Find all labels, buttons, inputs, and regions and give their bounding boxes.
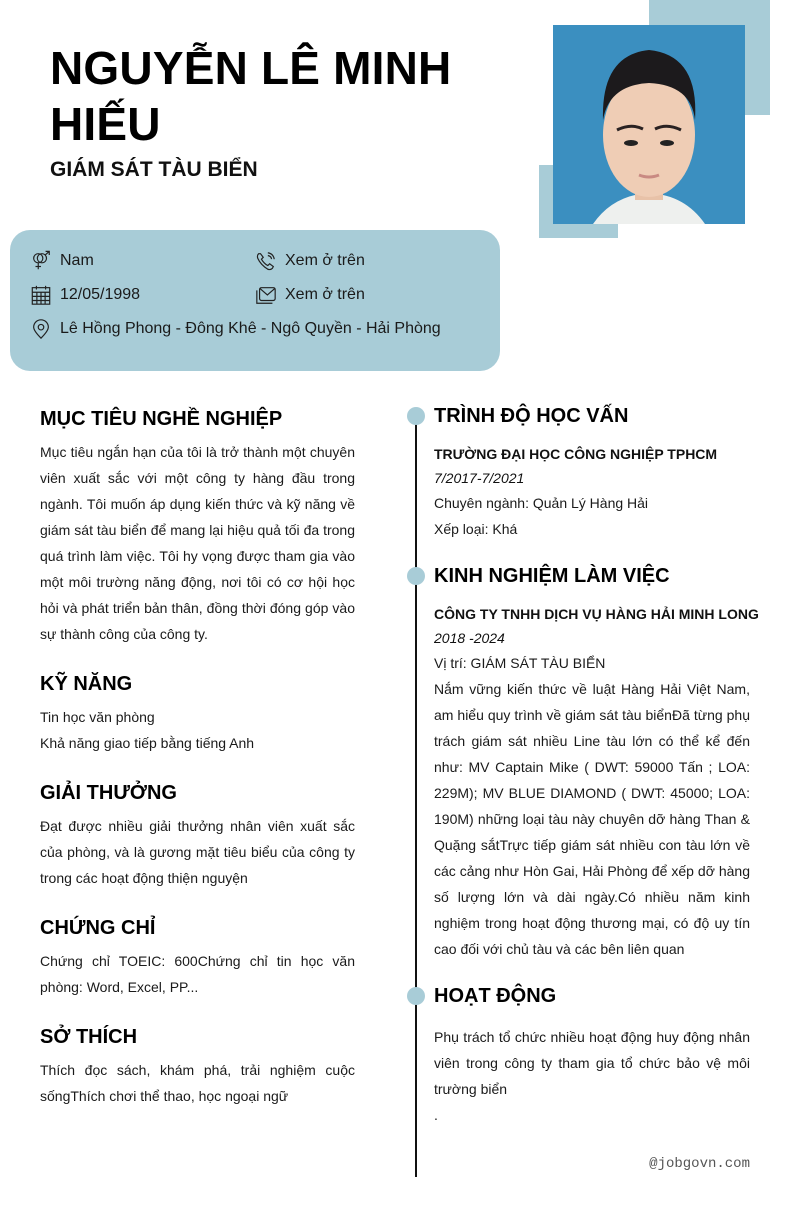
awards-title: GIẢI THƯỞNG [40, 782, 177, 804]
experience-title: KINH NGHIỆM LÀM VIỆC [434, 565, 670, 587]
calendar-icon [30, 284, 52, 306]
timeline-dot-education [407, 407, 425, 425]
profile-photo [553, 25, 745, 224]
certificates-title: CHỨNG CHỈ [40, 917, 156, 939]
mail-icon [255, 284, 277, 306]
certificates-text: Chứng chỉ TOEIC: 600Chứng chỉ tin học văn phòng: Word, Excel, PP... [40, 953, 355, 995]
contact-address [30, 317, 441, 341]
watermark: @jobgovn.com [649, 1156, 750, 1172]
experience-description: Nắm vững kiến thức về luật Hàng Hải Việt Nam, am hiểu quy trình về giám sát tàu biểnĐã từng phụ trách giám sát nhiều Line tàu lớn có thể kể đến như: MV Captain Mike ( DWT: 59000 Tấn ; LOA: 229M); MV BLUE DIAMOND ( DWT: 45000; LOA: 190M) những loại tàu này chuyên dỡ hàng Than & Quặng sắtTrực tiếp giám sát nhiều con tàu lớn về các cảng như Hòn Gai, Hải Phòng để xếp dỡ hàng số lượng lớn và dài ngày.Có nhiều năm kinh nghiệm trong hoạt động thương mại, có độ uy tín cao đối với chủ tàu và các bên liên quan [434, 681, 750, 957]
hobbies-title: SỞ THÍCH [40, 1026, 138, 1048]
email-value[interactable]: Xem ở trên [285, 286, 365, 303]
objective-text: Mục tiêu ngắn hạn của tôi là trở thành một chuyên viên xuất sắc với một công ty hàng đầu trong ngành. Tôi muốn áp dụng kiến thức và kỹ năng về giám sát tàu biển để mang lại hiệu quả tối đa trong quá trình làm việc. Tôi hy vọng được tham gia vào một môi trường năng động, nơi tôi có cơ hội học hỏi và phát triển bản thân, đồng thời đóng góp vào sự thành công của công ty. [40, 444, 355, 642]
experience-period: 2018 -2024 [434, 630, 505, 646]
gender-value: Nam [60, 252, 94, 269]
job-title: GIÁM SÁT TÀU BIỂN [50, 158, 258, 181]
contact-gender [30, 249, 94, 273]
phone-value[interactable]: Xem ở trên [285, 252, 365, 269]
timeline-dot-activities [407, 987, 425, 1005]
gender-icon [30, 250, 52, 272]
address-value: Lê Hồng Phong - Đông Khê - Ngô Quyền - Hải Phòng [60, 320, 441, 337]
activities-title: HOẠT ĐỘNG [434, 985, 557, 1007]
location-pin-icon [30, 318, 52, 340]
hobbies-text: Thích đọc sách, khám phá, trải nghiệm cuộc sốngThích chơi thể thao, học ngoại ngữ [40, 1062, 355, 1104]
birthday-value: 12/05/1998 [60, 286, 141, 303]
candidate-name: NGUYỄN LÊ MINH HIẾU [50, 42, 452, 150]
phone-icon [255, 250, 277, 272]
skills-title: KỸ NĂNG [40, 673, 133, 695]
experience-position: Vị trí: GIÁM SÁT TÀU BIỂN [434, 655, 606, 671]
awards-text: Đạt được nhiều giải thưởng nhân viên xuất sắc của phòng, và là gương mặt tiêu biểu của công ty trong các hoạt động thiện nguyện [40, 818, 355, 886]
education-title: TRÌNH ĐỘ HỌC VẤN [434, 405, 629, 427]
education-school: TRƯỜNG ĐẠI HỌC CÔNG NGHIỆP TPHCM [434, 446, 718, 462]
skill-item: Tin học văn phòng [40, 709, 155, 725]
activities-text: Phụ trách tổ chức nhiều hoạt động huy động nhân viên trong công ty tham gia tổ chức bảo vệ môi trường biển [434, 1029, 750, 1097]
contact-info-card [10, 230, 500, 371]
education-period: 7/2017-7/2021 [434, 470, 525, 486]
contact-phone [255, 249, 365, 273]
experience-company: CÔNG TY TNHH DỊCH VỤ HÀNG HẢI MINH LONG [434, 606, 759, 622]
contact-birthday [30, 283, 140, 307]
objective-title: MỤC TIÊU NGHỀ NGHIỆP [40, 408, 283, 430]
timeline-dot-experience [407, 567, 425, 585]
skill-item: Khả năng giao tiếp bằng tiếng Anh [40, 735, 255, 751]
portrait-illustration [553, 25, 745, 224]
education-major: Chuyên ngành: Quản Lý Hàng Hải [434, 495, 649, 511]
contact-email [255, 283, 365, 307]
activities-trailing: . [434, 1107, 438, 1123]
education-rank: Xếp loại: Khá [434, 521, 518, 537]
timeline-line [415, 410, 417, 1177]
